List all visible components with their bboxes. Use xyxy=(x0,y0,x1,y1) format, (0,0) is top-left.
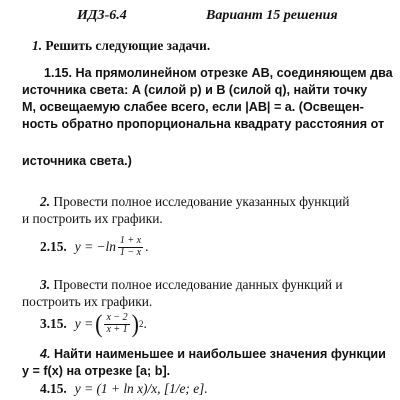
task4-line-2: y = f(x) на отрезке [a; b]. xyxy=(22,364,171,378)
task1-line-3: M, освещаемую слабее всего, если |AB| = a. (Освещен- xyxy=(22,100,364,114)
fraction-denominator: 1 − x xyxy=(119,246,142,258)
fraction-numerator: x − 2 xyxy=(106,312,128,323)
fraction-numerator: 1 + x xyxy=(119,235,142,246)
formula-3-15 xyxy=(40,309,147,338)
task1-heading-text: Решить следующие задачи. xyxy=(45,38,211,53)
formula-2-15 xyxy=(40,236,148,258)
task2-line-1 xyxy=(40,195,349,208)
task1-line-1 xyxy=(44,66,393,80)
task3-heading-number: 3. xyxy=(40,277,51,292)
task2-heading-number: 2. xyxy=(40,194,51,209)
close-paren: ) xyxy=(131,309,139,338)
problem-number-3-15: 3.15. xyxy=(40,316,67,331)
task3-line-2: построить их графики. xyxy=(22,294,153,309)
task1-text-line: На прямолинейном отрезке AB, соединяющем два xyxy=(75,66,393,80)
task1-heading-number: 1. xyxy=(32,38,43,53)
task2-text-line: Провести полное исследование указанных функций xyxy=(53,194,350,209)
task1-heading xyxy=(32,39,210,52)
task4-text-line: Найти наименьшее и наибольшее значения функции xyxy=(54,347,386,361)
task4-line-1 xyxy=(40,347,386,361)
problem-number-2-15: 2.15. xyxy=(40,239,67,254)
task1-line-4: ность обратно пропорциональна квадрату расстояния от xyxy=(22,117,385,131)
assignment-title: ИДЗ-6.4 xyxy=(77,8,127,23)
task3-text-line: Провести полное исследование данных функций и xyxy=(53,277,343,292)
task2-line-2: и построить их графики. xyxy=(22,211,163,226)
exponent: 2 xyxy=(138,319,144,329)
task3-line-1 xyxy=(40,278,343,291)
open-paren: ( xyxy=(95,309,103,338)
fraction-denominator: x + 1 xyxy=(106,323,128,335)
fraction xyxy=(118,236,143,258)
task4-heading-number: 4. xyxy=(40,347,51,361)
formula-prefix: y = xyxy=(74,316,94,331)
fraction xyxy=(104,313,129,335)
formula-text: y = (1 + ln x)/x, [1/e; e]. xyxy=(74,381,208,396)
formula-suffix: . xyxy=(145,239,149,254)
task1-line-2: источника света: A (силой p) и B (силой q), найти точку xyxy=(22,83,368,97)
problem-number-1-15: 1.15. xyxy=(44,66,73,80)
variant-title: Вариант 15 решения xyxy=(206,8,338,23)
formula-4-15 xyxy=(40,381,208,397)
formula-suffix: . xyxy=(143,316,147,331)
task1-line-5: источника света.) xyxy=(22,154,132,168)
formula-prefix: y = −ln xyxy=(74,239,116,254)
problem-number-4-15: 4.15. xyxy=(40,381,67,396)
